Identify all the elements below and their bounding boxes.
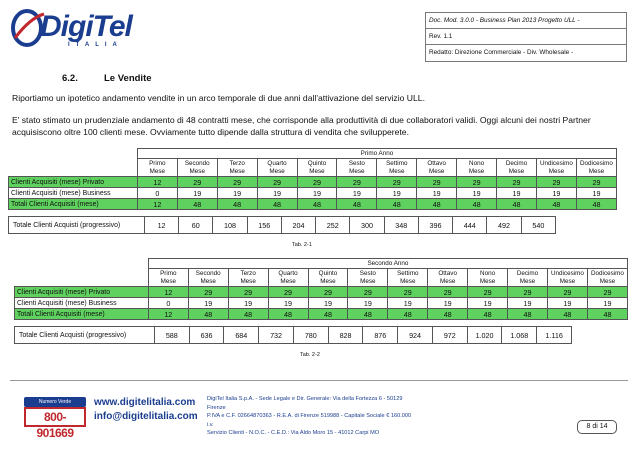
table-cell: 29: [217, 177, 257, 188]
table-cell: 29: [337, 177, 377, 188]
doc-model: Doc. Mod. 3.0.0 - Business Plan 2013 Progetto ULL -: [426, 13, 626, 29]
table-cell: 29: [536, 177, 576, 188]
month-header: [337, 159, 377, 177]
total-cell: 348: [384, 217, 418, 234]
total-cell: 252: [316, 217, 350, 234]
total-cell: 156: [247, 217, 281, 234]
table-cell: 12: [148, 287, 188, 298]
month-header: [536, 159, 576, 177]
total-cell: 12: [144, 217, 178, 234]
total-cell: 588: [154, 327, 189, 344]
month-header: [377, 159, 417, 177]
year-label: Primo Anno: [137, 149, 616, 159]
month-header: [297, 159, 337, 177]
total-cell: 1.020: [467, 327, 502, 344]
month-ordinal: Undicesimo: [550, 269, 584, 277]
table-cell: 19: [177, 188, 217, 199]
table-cell: 48: [348, 309, 388, 320]
digitel-logo: [10, 8, 138, 52]
month-header-row: [9, 159, 617, 177]
month-ordinal: Quarto: [267, 159, 287, 167]
row-label: Clienti Acquisiti (mese) Business: [9, 188, 138, 199]
month-word: Mese: [389, 167, 405, 175]
table-cell: 48: [457, 199, 497, 210]
total-cell: 60: [179, 217, 213, 234]
table-cell: 19: [547, 298, 587, 309]
month-word: Mese: [559, 277, 576, 285]
year-label: Secondo Anno: [148, 259, 627, 269]
row-label: Clienti Acquisiti (mese) Privato: [15, 287, 149, 298]
table-cell: 29: [417, 177, 457, 188]
total-cell: 444: [453, 217, 487, 234]
table-cell: 29: [348, 287, 388, 298]
row-label: Clienti Acquisiti (mese) Business: [15, 298, 149, 309]
month-word: Mese: [269, 167, 285, 175]
total-row: [9, 217, 556, 234]
table-cell: 19: [428, 298, 468, 309]
table-cell: 19: [536, 188, 576, 199]
table-cell: 19: [497, 188, 537, 199]
table-caption: Tab. 2-2: [300, 352, 320, 358]
table-row: [15, 309, 628, 320]
month-ordinal: Decimo: [505, 159, 528, 167]
month-header: [308, 269, 348, 287]
total-cell: 924: [398, 327, 433, 344]
section-number: 6.2.: [62, 73, 78, 84]
table-cell: 48: [217, 199, 257, 210]
month-word: Mese: [200, 277, 216, 285]
company-line: Servizio Clienti - N.O.C. - C.E.D.: Via Aldo Moro 15 - 41012 Carpi MO: [207, 430, 380, 436]
total-cell: 876: [363, 327, 398, 344]
month-word: Mese: [588, 167, 605, 175]
total-cell: 828: [328, 327, 363, 344]
table-cell: 19: [377, 188, 417, 199]
month-word: Mese: [240, 277, 256, 285]
table-cell: 29: [377, 177, 417, 188]
month-header: [508, 269, 548, 287]
table-cell: 19: [337, 188, 377, 199]
month-word: Mese: [160, 277, 177, 285]
total-cell: 396: [418, 217, 452, 234]
month-word: Mese: [189, 167, 205, 175]
total-cell: 684: [224, 327, 259, 344]
table-cell: 29: [188, 287, 228, 298]
month-ordinal: Quinto: [307, 159, 327, 167]
intro-paragraph: Riportiamo un ipotetico andamento vendite in un arco temporale di due anni dall'attivazione del servizio ULL.: [12, 93, 425, 103]
total-cell: 972: [432, 327, 467, 344]
month-word: Mese: [400, 277, 416, 285]
table-cell: 48: [297, 199, 337, 210]
total-cell: 300: [350, 217, 384, 234]
month-word: Mese: [309, 167, 325, 175]
table-cell: 48: [268, 309, 308, 320]
table-cell: 29: [587, 287, 627, 298]
table-cell: 29: [308, 287, 348, 298]
total-label: Totale Clienti Acquisti (progressivo): [9, 217, 145, 234]
month-ordinal: Decimo: [516, 269, 539, 277]
month-header: [428, 269, 468, 287]
month-header: [587, 269, 627, 287]
table-row: [9, 188, 617, 199]
total-table-year-2: [14, 326, 572, 344]
month-header: [417, 159, 457, 177]
table-cell: 29: [468, 287, 508, 298]
company-line: P.IVA e C.F. 02664870363 - R.E.A. di Firenze 519988 - Capitale Sociale € 160.000 i.v.: [207, 413, 412, 428]
table-cell: 19: [308, 298, 348, 309]
company-line: DigiTel Italia S.p.A. - Sede Legale e Dir. Generale: Via della Fortezza 6 - 50129 Firenze: [207, 396, 403, 411]
table-cell: 48: [508, 309, 548, 320]
month-word: Mese: [280, 277, 296, 285]
row-label: Clienti Acquisiti (mese) Privato: [9, 177, 138, 188]
sales-table-year-2: [14, 258, 628, 320]
table-cell: 12: [137, 177, 177, 188]
table-cell: 48: [547, 309, 587, 320]
table-cell: 48: [536, 199, 576, 210]
table-cell: 48: [388, 309, 428, 320]
website-link[interactable]: www.digitelitalia.com: [94, 397, 196, 408]
table-cell: 19: [297, 188, 337, 199]
total-cell: 1.068: [502, 327, 537, 344]
total-cell: 540: [521, 217, 555, 234]
month-ordinal: Terzo: [229, 159, 245, 167]
month-ordinal: Dodicesimo: [591, 269, 624, 277]
doc-revision: Rev. 1.1: [426, 29, 626, 45]
month-ordinal: Terzo: [240, 269, 256, 277]
month-header: [547, 269, 587, 287]
month-ordinal: Undicesimo: [539, 159, 573, 167]
month-ordinal: Nono: [480, 269, 496, 277]
month-header: [228, 269, 268, 287]
month-header: [217, 159, 257, 177]
page-number: 8 di 14: [577, 420, 617, 434]
table-cell: 29: [547, 287, 587, 298]
table-cell: 0: [137, 188, 177, 199]
table-cell: 29: [497, 177, 537, 188]
table-row: [15, 298, 628, 309]
month-header: [576, 159, 616, 177]
month-header: [348, 269, 388, 287]
month-ordinal: Sesto: [359, 269, 376, 277]
month-header: [468, 269, 508, 287]
month-header: [148, 269, 188, 287]
month-header: [497, 159, 537, 177]
table-cell: 19: [257, 188, 297, 199]
toll-free-label: Numero Verde: [24, 397, 86, 407]
month-word: Mese: [349, 167, 365, 175]
table-cell: 48: [377, 199, 417, 210]
table-cell: 12: [148, 309, 188, 320]
table-cell: 29: [457, 177, 497, 188]
month-ordinal: Dodicesimo: [580, 159, 613, 167]
toll-free-number: 800-901669: [24, 407, 86, 427]
table-cell: 48: [257, 199, 297, 210]
total-cell: 108: [213, 217, 247, 234]
month-header: [268, 269, 308, 287]
month-word: Mese: [519, 277, 536, 285]
month-word: Mese: [229, 167, 245, 175]
month-ordinal: Secondo: [195, 269, 221, 277]
month-ordinal: Sesto: [348, 159, 365, 167]
table-row: [9, 177, 617, 188]
month-ordinal: Quinto: [318, 269, 338, 277]
table-cell: 29: [508, 287, 548, 298]
total-cell: 1.116: [537, 327, 572, 344]
month-word: Mese: [428, 167, 445, 175]
table-cell: 19: [348, 298, 388, 309]
table-cell: 19: [268, 298, 308, 309]
table-cell: 29: [177, 177, 217, 188]
month-word: Mese: [439, 277, 456, 285]
table-cell: 19: [188, 298, 228, 309]
table-cell: 29: [268, 287, 308, 298]
table-cell: 19: [587, 298, 627, 309]
table-row: [15, 287, 628, 298]
email-link[interactable]: info@digitelitalia.com: [94, 411, 198, 422]
table-cell: 29: [228, 287, 268, 298]
table-cell: 12: [137, 199, 177, 210]
table-cell: 48: [177, 199, 217, 210]
month-ordinal: Primo: [149, 159, 166, 167]
table-cell: 19: [228, 298, 268, 309]
month-header-row: [15, 269, 628, 287]
month-word: Mese: [479, 277, 496, 285]
table-cell: 29: [428, 287, 468, 298]
total-cell: 636: [189, 327, 224, 344]
table-cell: 19: [217, 188, 257, 199]
table-cell: 29: [576, 177, 616, 188]
total-cell: 492: [487, 217, 521, 234]
total-row: [15, 327, 572, 344]
month-ordinal: Nono: [469, 159, 485, 167]
total-cell: 204: [281, 217, 315, 234]
table-cell: 48: [188, 309, 228, 320]
sales-table-year-1: [8, 148, 617, 210]
month-ordinal: Primo: [160, 269, 177, 277]
table-cell: 19: [576, 188, 616, 199]
total-label: Totale Clienti Acquisti (progressivo): [15, 327, 155, 344]
table-cell: 29: [297, 177, 337, 188]
month-word: Mese: [468, 167, 485, 175]
table-cell: 19: [457, 188, 497, 199]
total-cell: 732: [259, 327, 294, 344]
table-cell: 48: [428, 309, 468, 320]
table-cell: 19: [417, 188, 457, 199]
table-cell: 48: [468, 309, 508, 320]
table-cell: 29: [388, 287, 428, 298]
doc-author: Redatto: Direzione Commerciale - Div. Wholesale -: [429, 49, 574, 56]
table-cell: 0: [148, 298, 188, 309]
month-ordinal: Secondo: [184, 159, 210, 167]
month-word: Mese: [360, 277, 376, 285]
month-ordinal: Settimo: [386, 159, 408, 167]
month-word: Mese: [149, 167, 166, 175]
month-ordinal: Settimo: [397, 269, 419, 277]
month-header: [137, 159, 177, 177]
month-word: Mese: [548, 167, 565, 175]
row-label: Totali Clienti Acquisiti (mese): [9, 199, 138, 210]
row-label: Totali Clienti Acquisiti (mese): [15, 309, 149, 320]
table-cell: 48: [308, 309, 348, 320]
month-ordinal: Ottavo: [438, 269, 457, 277]
logo-subtitle: ITALIA: [68, 42, 123, 48]
month-header: [388, 269, 428, 287]
month-ordinal: Quarto: [278, 269, 298, 277]
footer-contacts: [94, 396, 198, 424]
month-word: Mese: [320, 277, 336, 285]
table-cell: 48: [228, 309, 268, 320]
estimate-paragraph: E' stato stimato un prudenziale andamento di 48 contratti mese, che corrisponde alla produttività di due collaboratori validi. Oggi alcuni dei nostri Partner acquisiscono oltre 100 clienti mese. Ovviamente tutto dipende dalla struttura di vendita che svilupperete.: [12, 115, 591, 137]
table-cell: 48: [497, 199, 537, 210]
month-word: Mese: [599, 277, 616, 285]
month-header: [177, 159, 217, 177]
table-cell: 48: [576, 199, 616, 210]
total-table-year-1: [8, 216, 556, 234]
section-title: Le Vendite: [104, 73, 152, 84]
table-cell: 48: [337, 199, 377, 210]
footer-divider: [10, 380, 628, 381]
table-cell: 19: [468, 298, 508, 309]
month-header: [457, 159, 497, 177]
company-info: [207, 395, 417, 438]
toll-free-badge: [24, 397, 86, 440]
logo-text: DigiTel: [40, 10, 132, 43]
table-row: [9, 199, 617, 210]
table-cell: 48: [417, 199, 457, 210]
month-word: Mese: [508, 167, 525, 175]
total-cell: 780: [293, 327, 328, 344]
month-ordinal: Ottavo: [427, 159, 446, 167]
month-header: [188, 269, 228, 287]
month-header: [257, 159, 297, 177]
table-cell: 19: [508, 298, 548, 309]
table-cell: 48: [587, 309, 627, 320]
table-caption: Tab. 2-1: [292, 242, 312, 248]
table-cell: 29: [257, 177, 297, 188]
document-info-box: [425, 12, 627, 62]
table-cell: 19: [388, 298, 428, 309]
